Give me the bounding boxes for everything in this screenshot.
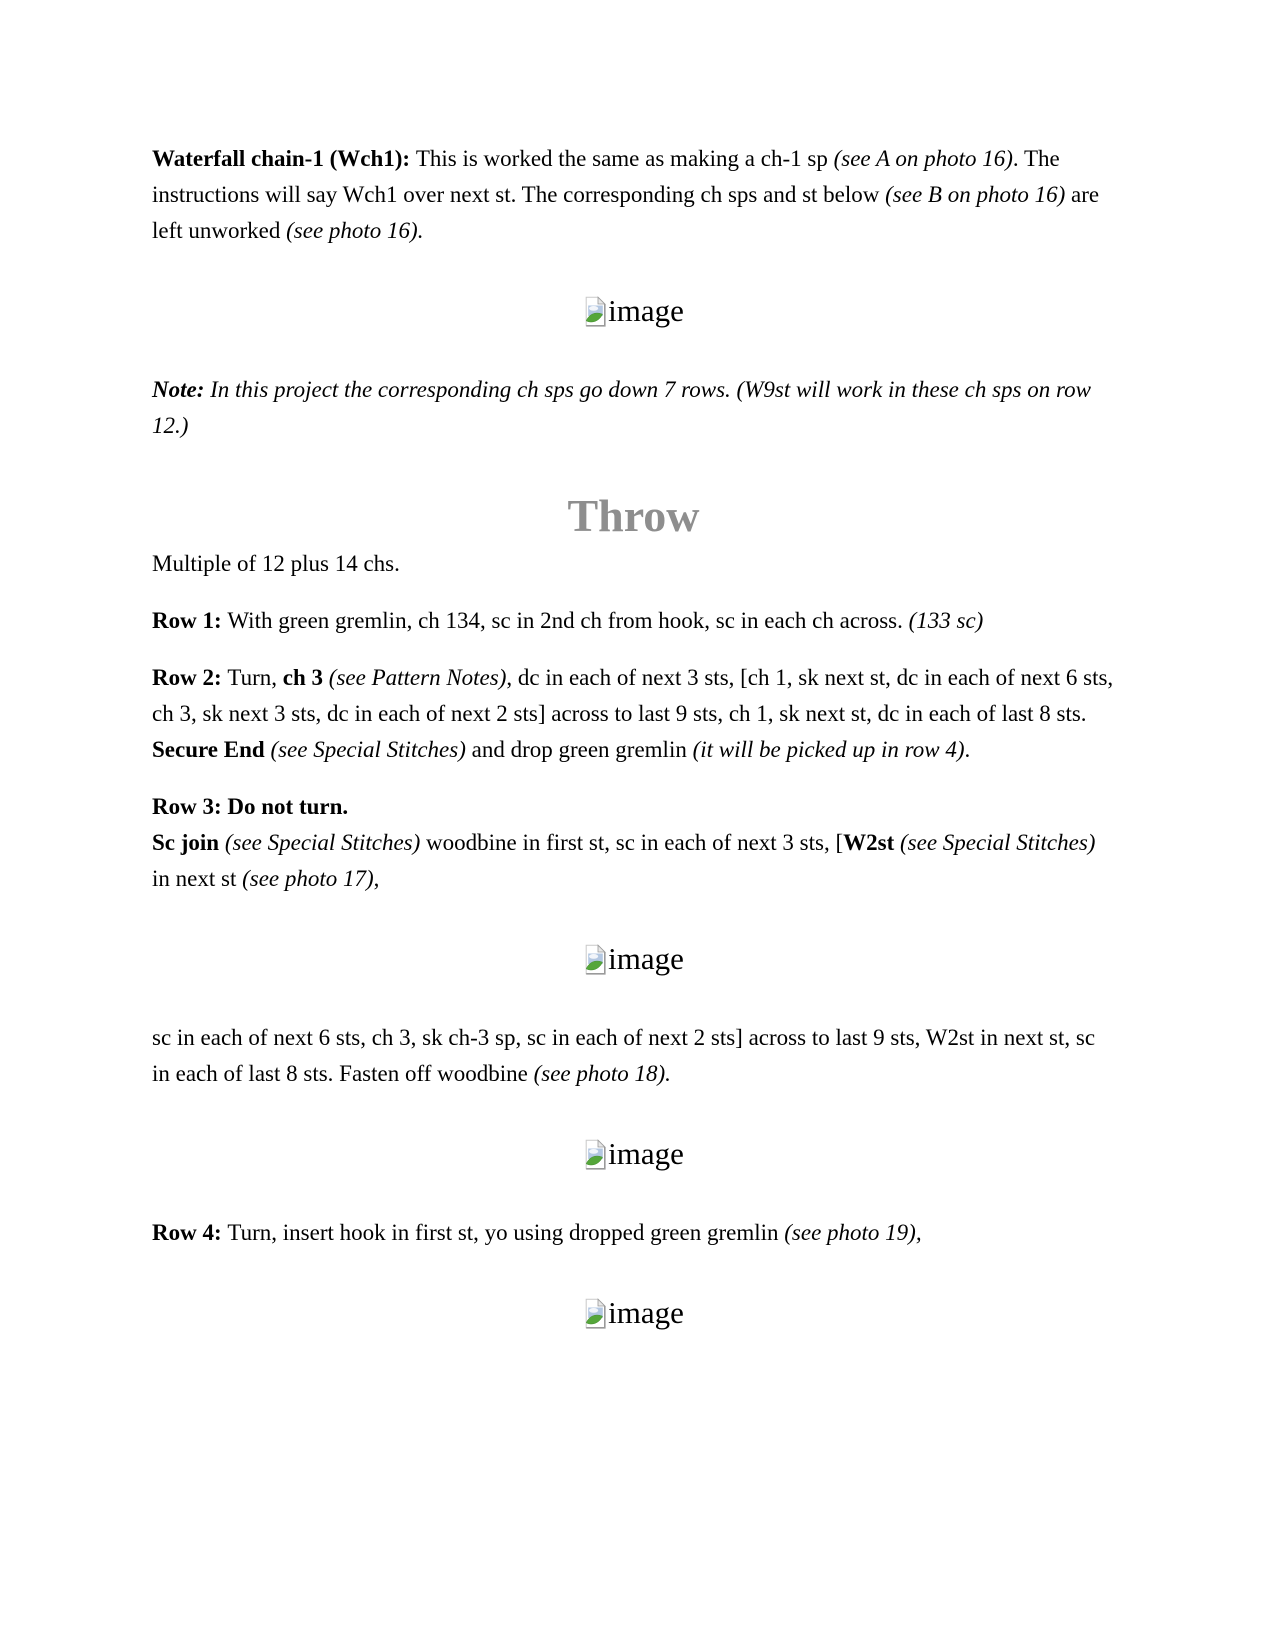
paragraph-row-1: Row 1: With green gremlin, ch 134, sc in 2nd ch from hook, sc in each ch across. (133 sc)	[152, 608, 984, 633]
paragraph-row-3-continued: sc in each of next 6 sts, ch 3, sk ch-3 sp, sc in each of next 2 sts] across to last 9 sts, W2st in next st, sc in each of last 8 sts. Fasten off woodbine (see photo 18).	[152, 1025, 1096, 1086]
paragraph-row-2: Row 2: Turn, ch 3 (see Pattern Notes), dc in each of next 3 sts, [ch 1, sk next st, dc in each of next 6 sts, ch 3, sk next 3 sts, dc in each of next 2 sts] across to last 9 sts, ch 1, sk next st, dc in each of last 8 sts. Secure End (see Special Stitches) and drop green gremlin (it will be picked up in row 4).	[152, 665, 1114, 762]
paragraph-row-3: Row 3: Do not turn. Sc join (see Special Stitches) woodbine in first st, sc in each of next 3 sts, [W2st (see Special Stitches) in next st (see photo 17),	[152, 794, 1096, 891]
paragraph-note: Note: In this project the corresponding ch sps go down 7 rows. (W9st will work in these ch sps on row 12.)	[152, 377, 1091, 438]
broken-image-icon	[583, 1295, 608, 1330]
image-alt-text: image	[608, 941, 684, 976]
image-placeholder-1	[152, 287, 1115, 334]
paragraph-row-4: Row 4: Turn, insert hook in first st, yo using dropped green gremlin (see photo 19),	[152, 1220, 922, 1245]
image-alt-text: image	[608, 1136, 684, 1171]
broken-image-icon	[583, 1136, 608, 1171]
image-placeholder-2	[152, 935, 1115, 982]
paragraph-waterfall-chain1: Waterfall chain-1 (Wch1): This is worked the same as making a ch-1 sp (see A on photo 16). The instructions will say Wch1 over next st. The corresponding ch sps and st below (see B on photo 16) are left unworked (see photo 16).	[152, 146, 1100, 243]
broken-image-icon	[583, 941, 608, 976]
image-alt-text: image	[608, 1295, 684, 1330]
image-placeholder-3	[152, 1130, 1115, 1177]
paragraph-multiple: Multiple of 12 plus 14 chs.	[152, 551, 400, 576]
heading-throw: Throw	[567, 490, 700, 541]
broken-image-icon	[583, 293, 608, 328]
image-placeholder-4	[152, 1289, 1115, 1336]
image-alt-text: image	[608, 293, 684, 328]
